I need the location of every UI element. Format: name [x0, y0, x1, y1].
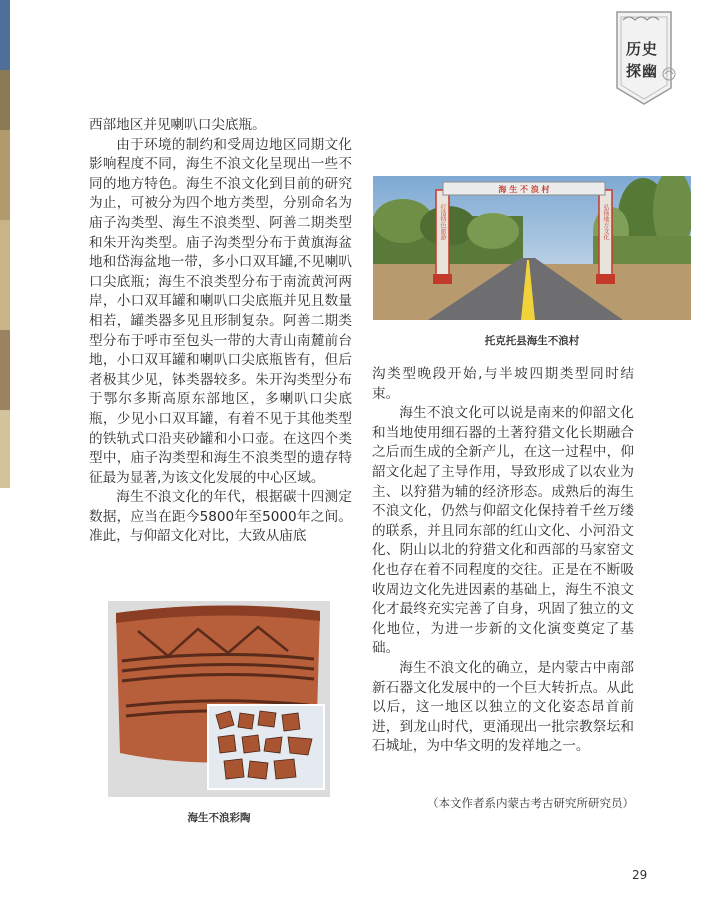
gate-arch-text: 海 生 不 浪 村 — [498, 185, 550, 194]
village-gate-photo — [373, 176, 691, 320]
page-number: 29 — [632, 868, 648, 882]
adjacent-page-image-strip — [0, 0, 10, 488]
painted-pottery-illustration — [108, 601, 330, 797]
paragraph: 海生不浪文化的确立，是内蒙古中南部新石器文化发展中的一个巨大转折点。从此以后，这一地区以独立的文化姿态昂首前进，到龙山时代，更涌现出一批宗教祭坛和石城址，为中华文明的发祥地之一。 — [372, 659, 634, 755]
paragraph: 海生不浪文化可以说是南来的仰韶文化和当地使用细石器的土著狩猎文化长期融合之后而生成的全新产儿，在这一过程中，仰韶文化起了主导作用，导致形成了以农业为主、以狩猎为辅的经济形态。成熟后的海生不浪文化，仍然与仰韶文化保持着千丝万缕的联系，并且同东部的红山文化、小河沿文化、阴山以北的狩猎文化和西部的马家窑文化也存在着不同程度的交往。正是在不断吸收周边文化先进因素的基础上，海生不浪文化才最终充实完善了自身，巩固了独立的文化地位，为进一步新的文化演变奠定了基础。 — [372, 405, 634, 657]
left-text-column — [89, 116, 352, 547]
painted-pottery-photo — [108, 601, 330, 797]
paragraph: 西部地区并见喇叭口尖底瓶。 — [89, 117, 266, 133]
village-gate-illustration — [373, 176, 691, 320]
section-badge-label: 历史探幽 — [625, 40, 658, 80]
paragraph: 海生不浪文化的年代，根据碳十四测定数据，应当在距今5800年至5000年之间。准此，与仰韶文化对比，大致从庙底 — [89, 489, 352, 545]
gate-left-pillar-text: 打造特色旅游 — [439, 204, 446, 240]
right-text-column — [372, 365, 634, 757]
village-gate-photo-caption: 托克托县海生不浪村 — [484, 335, 580, 347]
paragraph: 沟类型晚段开始,与半坡四期类型同时结束。 — [372, 366, 634, 402]
gate-right-pillar-text: 弘扬地方文化 — [602, 204, 609, 240]
paragraph: 由于环境的制约和受周边地区同期文化影响程度不同，海生不浪文化呈现出一些不同的地方特色。海生不浪文化到目前的研究为止，可被分为四个地方类型，分别命名为庙子沟类型、海生不浪类型、阿善二期类型和朱开沟类型。庙子沟类型分布于黄旗海盆地和岱海盆地一带，多小口双耳罐,不见喇叭口尖底瓶；海生不浪类型分布于南流黄河两岸，小口双耳罐和喇叭口尖底瓶并见且数量相若，罐类器多见且形制复杂。阿善二期类型分布于呼市至包头一带的大青山南麓前台地，小口双耳罐和喇叭口尖底瓶皆有，但后者极其少见，钵类器较多。朱开沟类型分布于鄂尔多斯高原东部地区，多喇叭口尖底瓶，少见小口双耳罐，有着不见于其他类型的铁轨式口沿夹砂罐和小口壶。在这四个类型中，庙子沟类型和海生不浪类型的遗存特征最为显著,为该文化发展的中心区域。 — [89, 136, 352, 486]
author-note: （本文作者系内蒙古考古研究所研究员） — [427, 796, 634, 810]
painted-pottery-photo-caption: 海生不浪彩陶 — [187, 812, 251, 824]
